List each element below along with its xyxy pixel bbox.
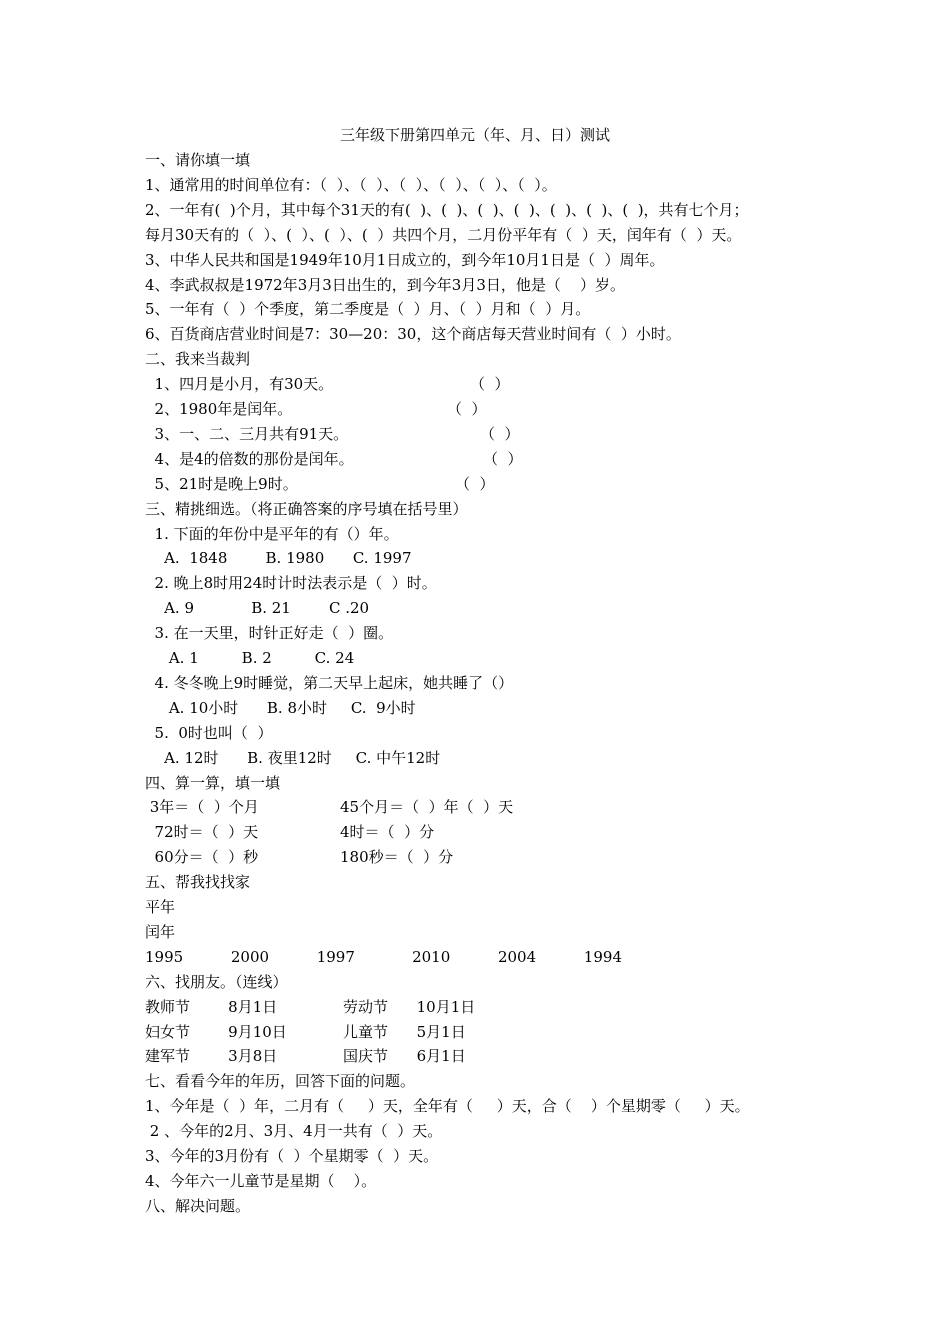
- text-line: 1、今年是（ ）年，二月有（ ）天，全年有（ ）天，合（ ）个星期零（ ）天。: [145, 1097, 750, 1116]
- judge-bracket: （ ）: [470, 375, 510, 394]
- text-line: 五、帮我找找家: [145, 873, 251, 892]
- text-line: 每月30天有的（ ）、( ）、( ）、( ）共四个月，二月份平年有（ ）天，闰年有（ ）天。: [145, 225, 742, 244]
- text-line: A. 9 B. 21 C .20: [145, 599, 370, 618]
- text-line: 5. 0时也叫（ ）: [145, 723, 273, 742]
- friend-item: 儿童节 5月1日: [343, 1022, 466, 1041]
- text-line: 八、解决问题。: [145, 1196, 251, 1215]
- text-line: 闰年: [145, 922, 176, 941]
- text-line: 2 、今年的2月、3月、4月一共有（ ）天。: [145, 1122, 443, 1141]
- text-line: 1、四月是小月，有30天。: [145, 375, 334, 394]
- text-line: 平年: [145, 898, 176, 916]
- text-line: A. 1 B. 2 C. 24: [145, 649, 355, 667]
- calc-item: 4时＝（ ）分: [340, 823, 435, 842]
- text-line: 5、一年有（ ）个季度，第二季度是（ ）月、（ ）月和（ ）月。: [145, 300, 591, 319]
- text-line: 3年＝（ ）个月: [145, 798, 259, 817]
- text-line: 4. 冬冬晚上9时睡觉，第二天早上起床，她共睡了（）: [145, 673, 514, 692]
- text-line: 四、算一算，填一填: [145, 773, 281, 792]
- text-line: A. 10小时 B. 8小时 C. 9小时: [145, 698, 416, 717]
- text-line: 妇女节 9月10日: [145, 1022, 287, 1041]
- calc-item: 45个月＝（ ）年（ ）天: [340, 798, 514, 817]
- text-line: 建军节 3月8日: [145, 1047, 278, 1066]
- judge-bracket: （ ）: [455, 474, 495, 493]
- text-line: 三、精挑细选。（将正确答案的序号填在括号里）: [145, 499, 468, 518]
- text-line: 3、中华人民共和国是1949年10月1日成立的，到今年10月1日是（ ）周年。: [145, 250, 665, 269]
- calc-item: 180秒＝（ ）分: [340, 848, 454, 867]
- text-line: 教师节 8月1日: [145, 997, 278, 1016]
- text-line: 3、一、二、三月共有91天。: [145, 424, 349, 443]
- text-line: 1、通常用的时间单位有：（ ）、（ ）、（ ）、（ ）、（ ）、（ ）。: [145, 175, 557, 194]
- friend-item: 国庆节 6月1日: [343, 1047, 466, 1066]
- text-line: 二、我来当裁判: [145, 350, 251, 369]
- text-line: 72时＝（ ）天: [145, 823, 259, 842]
- page-title: 三年级下册第四单元（年、月、日）测试: [339, 126, 610, 144]
- judge-bracket: （ ）: [483, 449, 523, 468]
- text-line: 2. 晚上8时用24时计时法表示是（ ）时。: [145, 574, 437, 593]
- text-line: 5、21时是晚上9时。: [145, 474, 298, 493]
- text-line: 60分＝（ ）秒: [145, 848, 259, 867]
- text-line: A. 1848 B. 1980 C. 1997: [145, 549, 412, 568]
- text-line: 6、百货商店营业时间是7：30—20：30，这个商店每天营业时间有（ ）小时。: [145, 325, 681, 344]
- text-line: 2、1980年是闰年。: [145, 400, 293, 418]
- judge-bracket: （ ）: [447, 400, 487, 418]
- text-line: 1995 2000 1997 2010 2004 1994: [145, 947, 622, 966]
- friend-item: 劳动节 10月1日: [343, 997, 476, 1016]
- text-line: 1. 下面的年份中是平年的有（）年。: [145, 524, 399, 543]
- text-line: 4、是4的倍数的那份是闰年。: [145, 449, 354, 468]
- text-line: 4、李武叔叔是1972年3月3日出生的，到今年3月3日，他是（ ）岁。: [145, 275, 625, 294]
- text-line: 4、今年六一儿童节是星期（ ）。: [145, 1171, 377, 1190]
- text-line: 2、一年有( )个月，其中每个31天的有( )、( )、( )、( )、( )、( )、( )，共有七个月；: [145, 200, 749, 219]
- judge-bracket: （ ）: [480, 424, 520, 443]
- text-line: 3. 在一天里，时针正好走（ ）圈。: [145, 624, 394, 643]
- text-line: 3、今年的3月份有（ ）个星期零（ ）天。: [145, 1147, 439, 1165]
- text-line: 一、请你填一填: [145, 151, 251, 169]
- text-line: 七、看看今年的年历，回答下面的问题。: [145, 1072, 416, 1091]
- text-line: A. 12时 B. 夜里12时 C. 中午12时: [145, 748, 441, 767]
- text-line: 六、找朋友。（连线）: [145, 972, 288, 991]
